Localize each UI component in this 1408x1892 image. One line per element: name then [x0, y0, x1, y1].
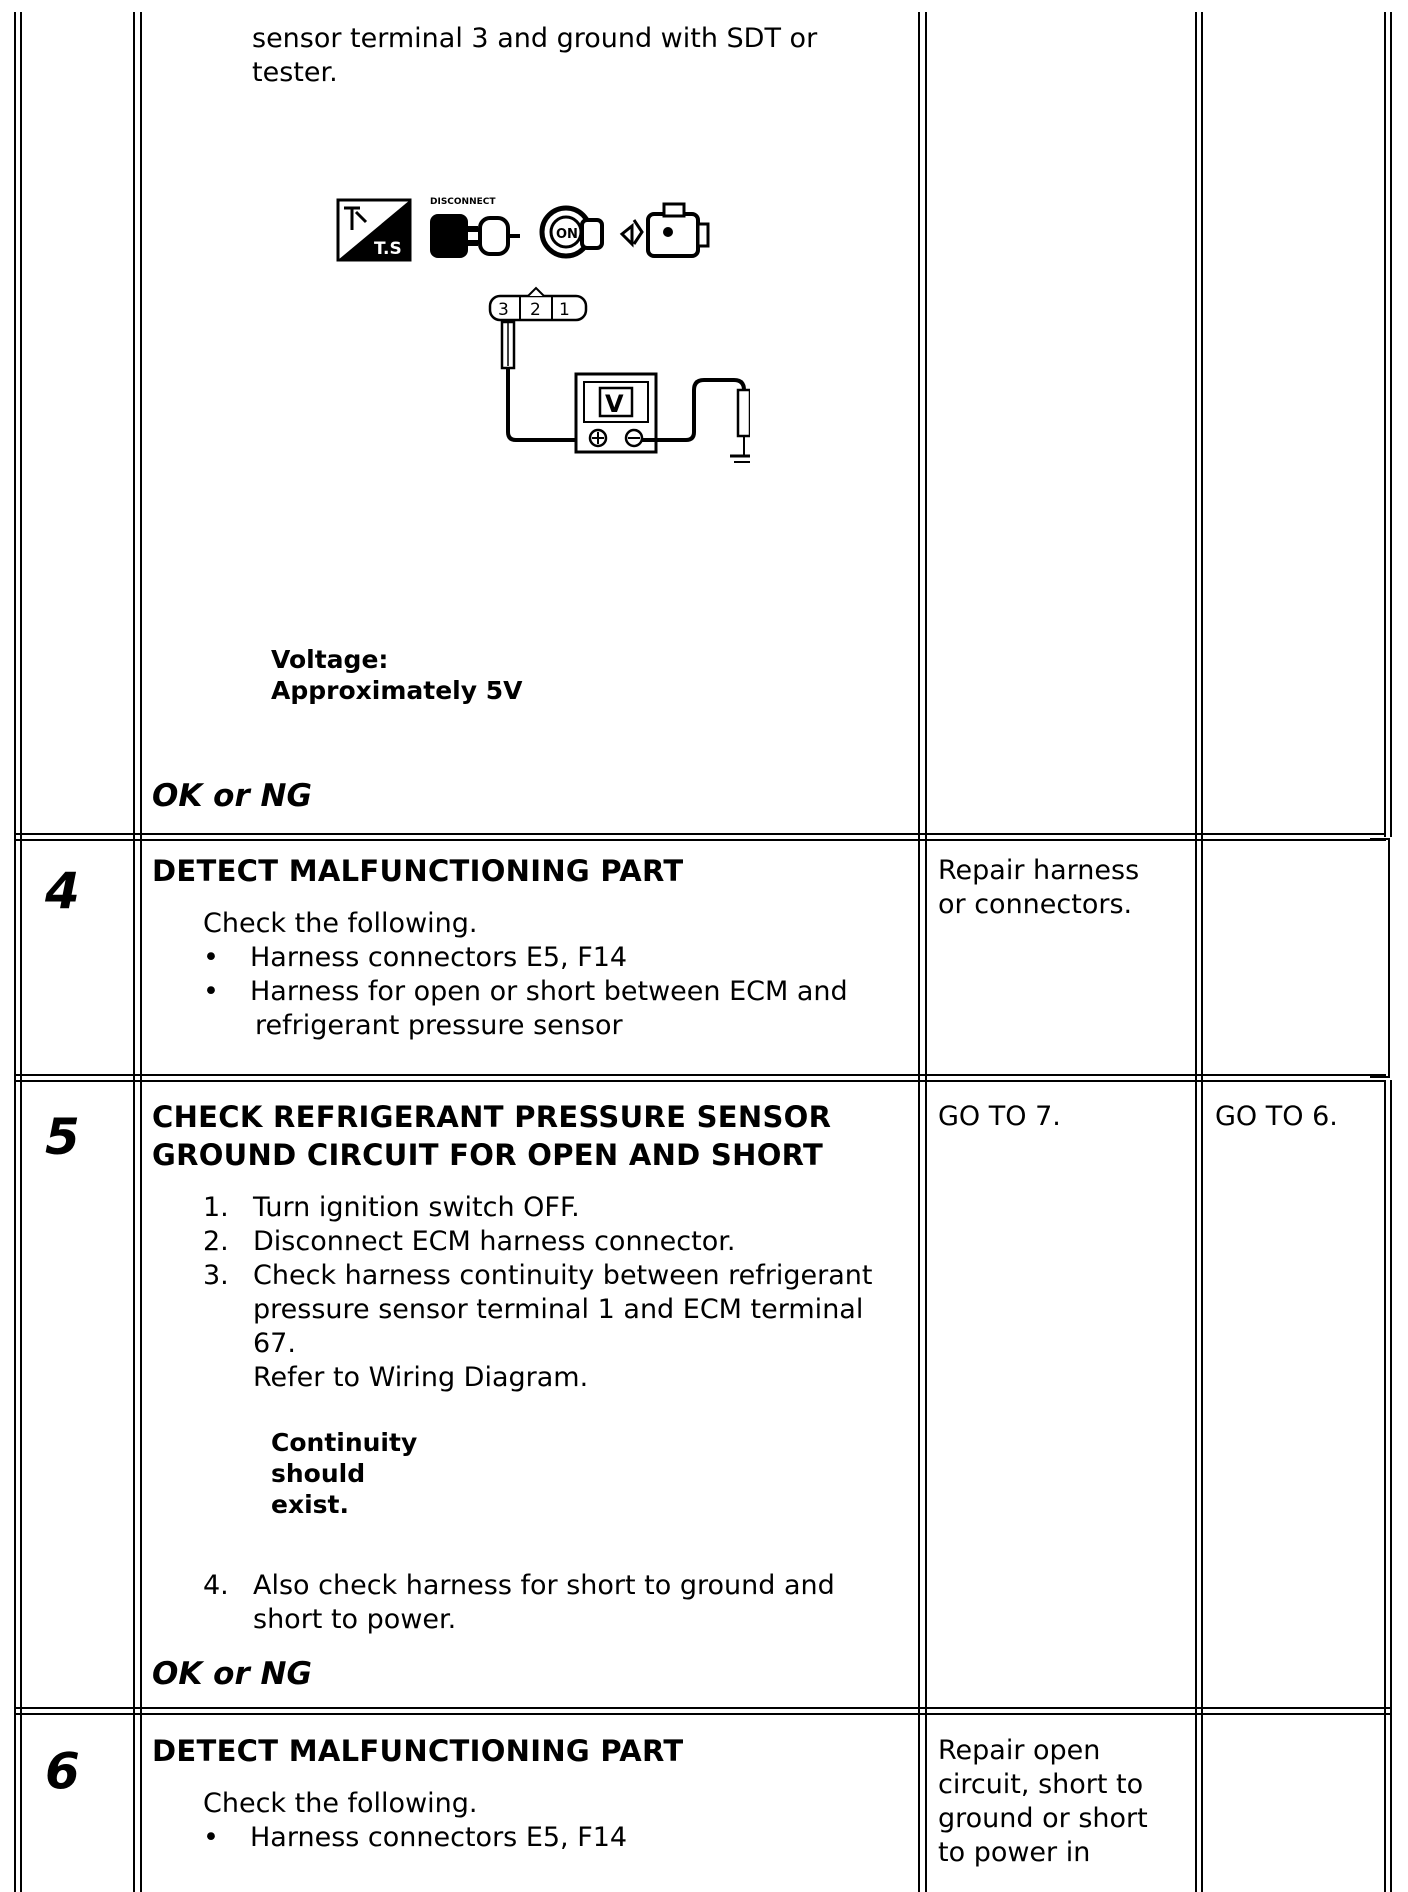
list-item: 2. Disconnect ECM harness connector.	[203, 1226, 736, 1257]
step4-number: 4	[45, 862, 80, 920]
step3-spec-value: Approximately 5V	[271, 676, 523, 705]
step3-line1: sensor terminal 3 and ground with SDT or	[252, 23, 818, 54]
step5-ok-action: GO TO 7.	[938, 1101, 1061, 1132]
engine-icon	[622, 204, 708, 256]
step5-ng-action: GO TO 6.	[1215, 1101, 1338, 1132]
step6-bullets	[203, 1821, 627, 1855]
step3-spec-label: Voltage:	[271, 645, 389, 674]
voltage-check-diagram	[330, 190, 750, 475]
disconnect-label: DISCONNECT	[430, 197, 496, 207]
step4-ok-action-1: Repair harness	[938, 855, 1140, 886]
step4-title: DETECT MALFUNCTIONING PART	[152, 854, 684, 888]
step5-step4	[203, 1569, 835, 1637]
step6-title: DETECT MALFUNCTIONING PART	[152, 1734, 684, 1768]
step5-number: 5	[45, 1108, 80, 1166]
step5-title-1: CHECK REFRIGERANT PRESSURE SENSOR	[152, 1100, 832, 1134]
step3-line2: tester.	[252, 57, 338, 88]
list-item: 3. Check harness continuity between refrigerant pressure sensor terminal 1 and ECM terminal 67. Refer to Wiring Diagram.	[203, 1260, 873, 1393]
step4-ok-action-2: or connectors.	[938, 889, 1133, 920]
pin-3: 3	[498, 300, 509, 320]
step5-spec-1: Continuity	[271, 1428, 418, 1457]
step6-ok-action-2: circuit, short to	[938, 1769, 1144, 1800]
step4-intro: Check the following.	[203, 908, 478, 939]
step6-ok-action-3: ground or short	[938, 1803, 1148, 1834]
meter-v-label: V	[605, 390, 624, 418]
step6-number: 6	[45, 1742, 80, 1800]
step3-ok-ng: OK or NG	[152, 778, 312, 814]
step6-ok-action-1: Repair open	[938, 1735, 1101, 1766]
pin-2: 2	[530, 300, 541, 320]
step6-ok-action-4: to power in	[938, 1837, 1091, 1868]
on-label: ON	[556, 227, 578, 242]
step5-spec-3: exist.	[271, 1490, 349, 1519]
ignition-on-icon	[542, 208, 602, 256]
disconnect-icon	[430, 197, 520, 258]
ground-symbol-icon	[730, 456, 750, 462]
list-item: • Harness for open or short between ECM and refrigerant pressure sensor	[203, 975, 848, 1043]
step5-steps	[203, 1191, 872, 1395]
list-item: • Harness connectors E5, F14	[203, 1821, 627, 1855]
sensor-connector	[490, 288, 586, 320]
step5-title-2: GROUND CIRCUIT FOR OPEN AND SHORT	[152, 1138, 824, 1172]
list-item: • Harness connectors E5, F14	[203, 941, 848, 975]
step4-bullets	[203, 941, 848, 1043]
list-item: 4. Also check harness for short to ground and short to power.	[203, 1570, 835, 1635]
step5-spec-2: should	[271, 1459, 366, 1488]
list-item: 1. Turn ignition switch OFF.	[203, 1192, 580, 1223]
pin-1: 1	[559, 300, 570, 320]
ts-label: T.S	[374, 239, 402, 259]
step6-intro: Check the following.	[203, 1788, 478, 1819]
step5-ok-ng: OK or NG	[152, 1656, 312, 1692]
tester-icon	[338, 200, 410, 260]
